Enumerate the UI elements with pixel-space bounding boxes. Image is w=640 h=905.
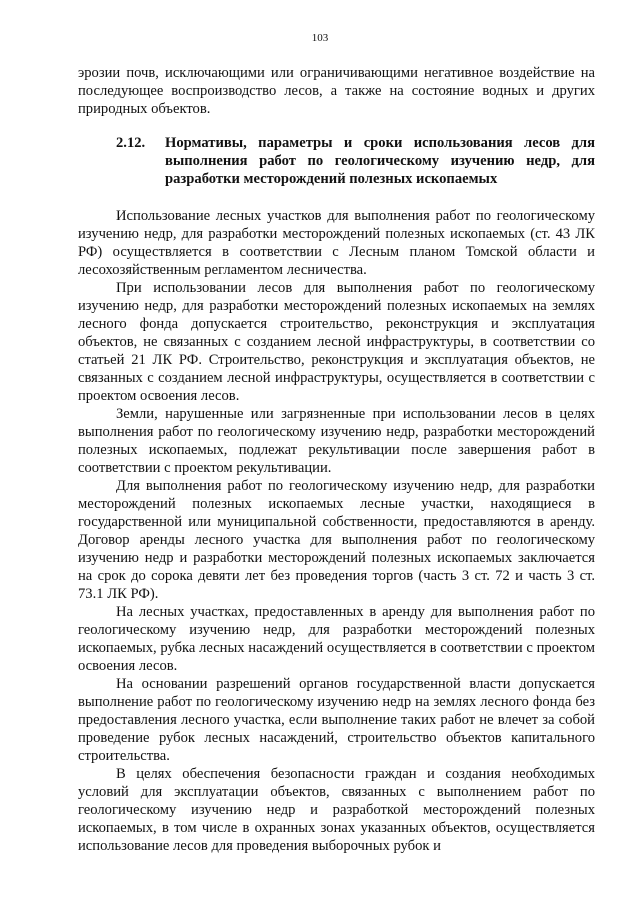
paragraph-2: При использовании лесов для выполнения работ по геологическому изучению недр, для разработки месторождений полезных ископаемых на землях лесного фонда допускается строительство, реконструкция и эксплуатация объектов, не связанных с созданием лесной инфраструктуры, в соответствии со статьей 21 ЛК РФ. Строительство, реконструкция и эксплуатация объектов, не связанных с созданием лесной инфраструктуры, осуществляется в соответствии с проектом освоения лесов.: [78, 280, 595, 404]
paragraph-5: На лесных участках, предоставленных в аренду для выполнения работ по геологическому изучению недр, для разработки месторождений полезных ископаемых, рубка лесных насаждений осуществляется в соответствии с проектом освоения лесов.: [78, 604, 595, 674]
page-number: 103: [311, 32, 329, 44]
section-title: Нормативы, параметры и сроки использования лесов для выполнения работ по геологическому изучению недр, для разработки месторождений полезных ископаемых: [165, 135, 595, 187]
section-heading: [78, 134, 595, 188]
paragraph-3: Земли, нарушенные или загрязненные при использовании лесов в целях выполнения работ по геологическому изучению недр, разработки месторождений полезных ископаемых, подлежат рекультивации после завершения работ в соответствии с проектом рекультивации.: [78, 406, 595, 476]
intro-paragraph: эрозии почв, исключающими или ограничивающими негативное воздействие на последующее воспроизводство лесов, а также на состояние водных и других природных объектов.: [78, 65, 595, 117]
section-number: 2.12.: [116, 135, 146, 151]
paragraph-6: На основании разрешений органов государственной власти допускается выполнение работ по геологическому изучению недр на землях лесного фонда без предоставления лесного участка, если выполнение таких работ не влечет за собой проведение рубок лесных насаждений, строительство объектов капитального строительства.: [78, 676, 595, 764]
paragraph-1: Использование лесных участков для выполнения работ по геологическому изучению недр, для разработки месторождений полезных ископаемых (ст. 43 ЛК РФ) осуществляется в соответствии с Лесным планом Томской области и лесохозяйственным регламентом лесничества.: [78, 208, 595, 278]
page-content: [78, 64, 595, 855]
paragraph-4: Для выполнения работ по геологическому изучению недр, для разработки месторождений полезных ископаемых лесные участки, находящиеся в государственной или муниципальной собственности, предоставляются в аренду. Договор аренды лесного участка для выполнения работ по геологическому изучению недр и разработки месторождений полезных ископаемых заключается на срок до сорока девяти лет без проведения торгов (часть 3 ст. 72 и часть 3 ст. 73.1 ЛК РФ).: [78, 478, 595, 602]
paragraph-7: В целях обеспечения безопасности граждан и создания необходимых условий для эксплуатации объектов, связанных с выполнением работ по геологическому изучению недр и разработкой месторождений полезных ископаемых, в том числе в охранных зонах указанных объектов, осуществляется использование лесов для проведения выборочных рубок и: [78, 766, 595, 854]
